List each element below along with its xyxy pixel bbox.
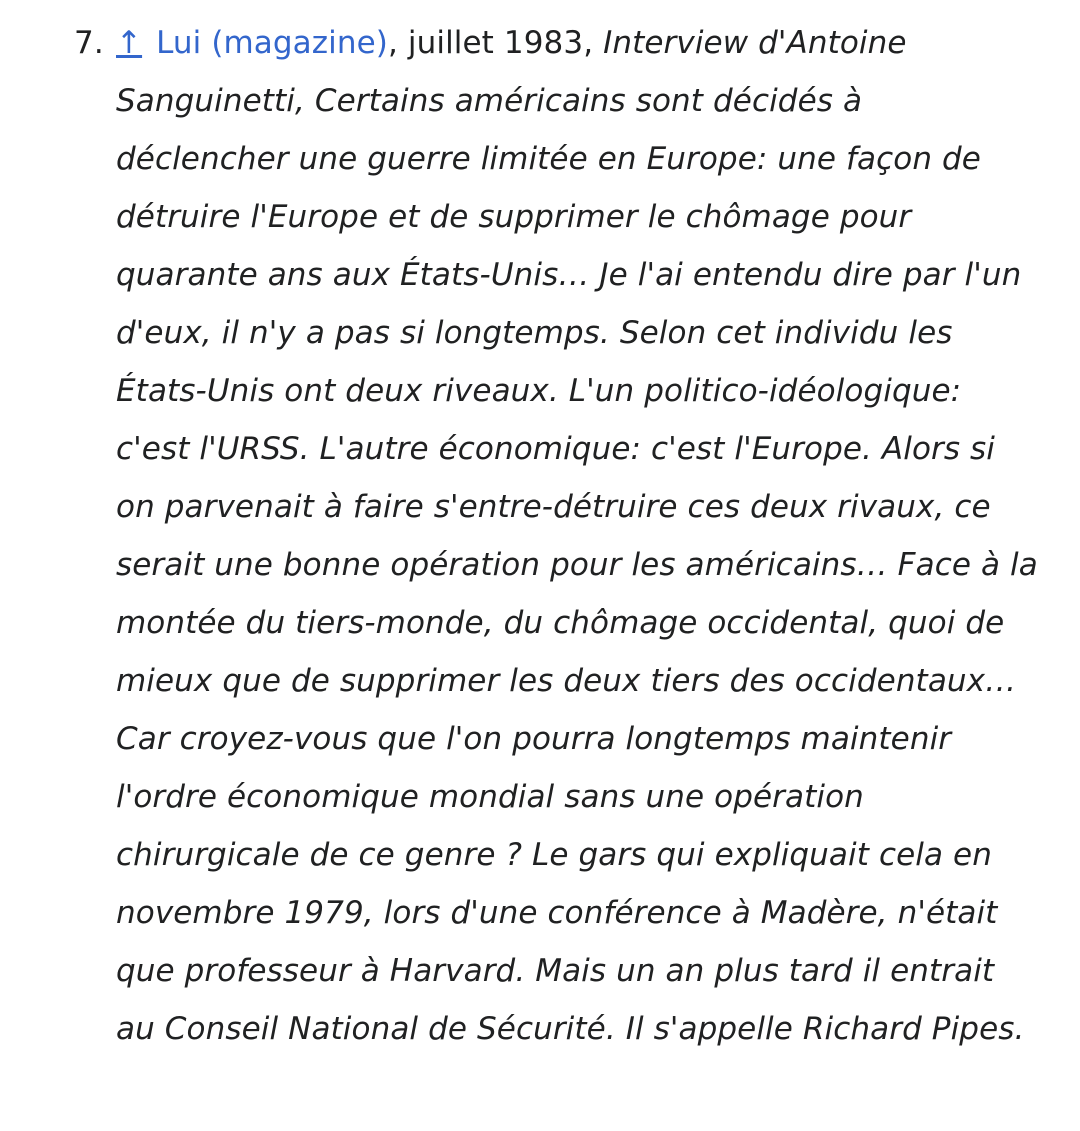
date-separator: , — [583, 25, 604, 61]
backlink-arrow-icon[interactable]: ↑ — [116, 25, 143, 61]
reference-date: juillet 1983 — [407, 25, 584, 61]
reference-text — [116, 14, 1040, 1058]
source-link[interactable]: Lui (magazine) — [156, 25, 388, 61]
reference-quote: Interview d'Antoine Sanguinetti, Certains américains sont décidés à déclencher une guerre limitée en Europe: une façon de détruire l'Europe et de supprimer le chômage pour quarante ans aux États-Unis… Je l'ai entendu dire par l'un d'eux, il n'y a pas si longtemps. Selon cet individu les États-Unis ont deux riveaux. L'un politico-idéologique: c'est l'URSS. L'autre économique: c'est l'Europe. Alors si on parvenait à faire s'entre-détruire ces deux rivaux, ce serait une bonne opération pour les américains… Face à la montée du tiers-monde, du chômage occidental, quoi de mieux que de supprimer les deux tiers des occidentaux… Car croyez-vous que l'on pourra longtemps maintenir l'ordre économique mondial sans une opération chirurgicale de ce genre ? Le gars qui expliquait cela en novembre 1979, lors d'une conférence à Madère, n'était que professeur à Harvard. Mais un an plus tard il entrait au Conseil National de Sécurité. Il s'appelle Richard Pipes. — [116, 25, 1038, 1047]
separator: , — [387, 25, 408, 61]
reference-number: 7. — [74, 25, 104, 61]
